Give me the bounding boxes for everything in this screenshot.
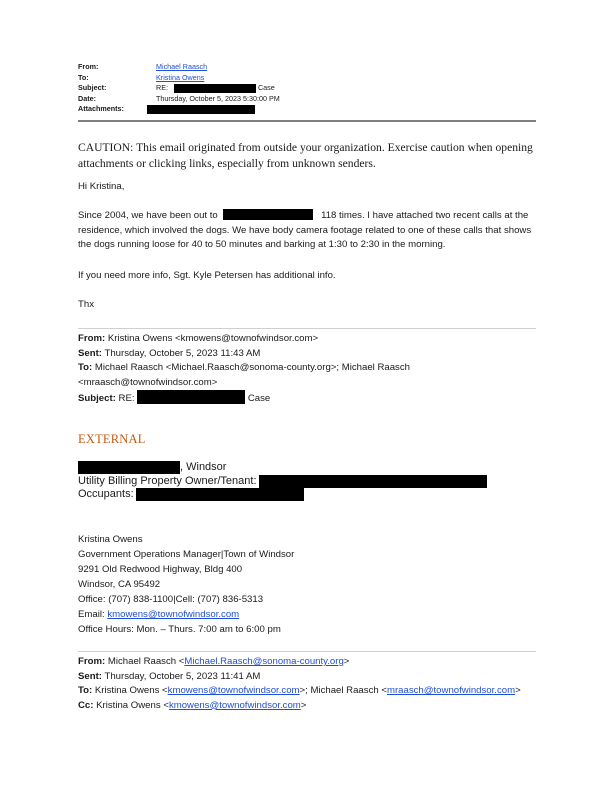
quoted2-to-row	[78, 684, 538, 699]
redaction-box	[136, 488, 304, 501]
redaction-box	[259, 475, 487, 488]
redaction-box	[223, 209, 313, 220]
message-greeting: Hi Kristina,	[78, 181, 125, 192]
quoted2-from-row	[78, 655, 538, 670]
message-paragraph-1-rest: 118 times. I have attached two recent calls at the residence, which involved the dogs. We have body camera footage related to one of these calls that shows the dogs running loose for 40 to 50 minutes and barking at 1:30 to 2:30 in the morning.	[78, 210, 532, 251]
quoted2-cc-row	[78, 699, 538, 714]
message-paragraph-1-start: Since 2004, we have been out to	[78, 210, 218, 221]
quoted-separator	[78, 328, 536, 329]
signature-email-link[interactable]: kmowens@townofwindsor.com	[107, 609, 240, 620]
header-date-row	[78, 94, 538, 105]
caution-notice: CAUTION: This email originated from outside your organization. Exercise caution when opening attachments or clicking links, especially from unknown senders.	[78, 141, 533, 170]
property-address-row	[78, 461, 548, 475]
signature-address-line-1: 9291 Old Redwood Highway, Bldg 400	[78, 564, 243, 575]
redaction-box	[78, 461, 180, 474]
property-owner-row	[78, 475, 548, 489]
quoted1-from-value: Kristina Owens <kmowens@townofwindsor.com>	[107, 333, 319, 344]
signature-email-row	[78, 607, 538, 622]
external-tag: EXTERNAL	[78, 432, 146, 446]
quoted1-subject-prefix: RE:	[118, 393, 135, 405]
quoted2-to-mid: >; Michael Raasch <	[299, 685, 387, 697]
signature-title: Government Operations Manager|Town of Windsor	[78, 549, 295, 560]
quoted1-to-label: To:	[78, 362, 93, 374]
quoted2-from-name: Michael Raasch <	[107, 656, 185, 667]
signature-email-label: Email:	[78, 609, 105, 620]
message-signoff: Thx	[78, 299, 94, 310]
header-from-label: From:	[78, 62, 99, 71]
message-paragraph-2: If you need more info, Sgt. Kyle Petersen has additional info.	[78, 270, 336, 281]
quoted-header-1	[78, 332, 538, 407]
redaction-box	[174, 84, 256, 93]
quoted1-from-row	[78, 332, 538, 347]
quoted2-sent-row	[78, 670, 538, 685]
quoted1-subject-label: Subject:	[78, 393, 116, 405]
quoted1-sent-value: Thursday, October 5, 2023 11:43 AM	[104, 347, 261, 359]
quoted2-from-close: >	[343, 656, 350, 667]
signature-name: Kristina Owens	[78, 534, 143, 545]
quoted2-from-email-link[interactable]: Michael.Raasch@sonoma-county.org	[184, 656, 344, 667]
signature-address-line-2: Windsor, CA 95492	[78, 579, 161, 590]
quoted1-subject-row	[78, 390, 538, 407]
header-subject-suffix: Case	[257, 83, 275, 93]
property-occupants-label: Occupants:	[78, 488, 134, 500]
header-attachments-row	[78, 104, 538, 115]
quoted2-sent-label: Sent:	[78, 670, 102, 682]
quoted-header-2	[78, 655, 538, 713]
quoted1-sent-label: Sent:	[78, 347, 102, 359]
header-divider	[78, 120, 536, 122]
signature-phones: Office: (707) 838-1100|Cell: (707) 836-5313	[78, 594, 264, 605]
redaction-box	[147, 105, 255, 114]
header-from-link[interactable]: Michael Raasch	[156, 62, 208, 71]
quoted2-to-name: Kristina Owens <	[94, 685, 168, 697]
quoted2-to-label: To:	[78, 685, 93, 697]
quoted2-cc-email-link[interactable]: kmowens@townofwindsor.com	[168, 699, 301, 711]
header-date-value: Thursday, October 5, 2023 5:30:00 PM	[156, 93, 280, 103]
header-to-label: To:	[78, 72, 89, 82]
signature-hours: Office Hours: Mon. – Thurs. 7:00 am to 6:00 pm	[78, 624, 281, 635]
email-header	[78, 62, 538, 115]
message-paragraph-1	[78, 209, 538, 253]
quoted2-sent-value: Thursday, October 5, 2023 11:41 AM	[104, 670, 261, 682]
header-attachments-label: Attachments:	[78, 104, 124, 114]
header-from-row	[78, 62, 538, 73]
quoted1-to-row	[78, 361, 538, 390]
quoted1-sent-row	[78, 347, 538, 362]
property-info-block	[78, 461, 548, 502]
quoted2-to-email-link[interactable]: kmowens@townofwindsor.com	[167, 685, 300, 697]
quoted2-cc-name: Kristina Owens <	[96, 699, 169, 711]
quoted2-to-close: >	[515, 685, 521, 697]
quoted1-subject-suffix: Case	[247, 393, 271, 405]
header-to-link[interactable]: Kristina Owens	[156, 72, 205, 82]
header-subject-label: Subject:	[78, 83, 107, 93]
quoted-separator	[78, 651, 536, 652]
quoted2-to-email-link-2[interactable]: mraasch@townofwindsor.com	[386, 685, 516, 697]
header-date-label: Date:	[78, 93, 96, 103]
header-to-row	[78, 73, 538, 84]
header-subject-row	[78, 83, 538, 94]
quoted1-to-value: Michael Raasch <Michael.Raasch@sonoma-county.org>; Michael Raasch <mraasch@townofwindsor.com>	[78, 362, 410, 388]
property-occupants-row	[78, 488, 548, 502]
redaction-box	[137, 390, 245, 404]
property-owner-label: Utility Billing Property Owner/Tenant:	[78, 474, 257, 487]
property-address-suffix: , Windsor	[180, 461, 227, 473]
email-signature	[78, 532, 538, 637]
header-subject-prefix: RE:	[156, 83, 168, 93]
quoted2-from-label: From:	[78, 656, 106, 667]
quoted1-from-label: From:	[78, 333, 106, 344]
quoted2-cc-label: Cc:	[78, 699, 94, 711]
quoted2-cc-close: >	[300, 699, 307, 711]
